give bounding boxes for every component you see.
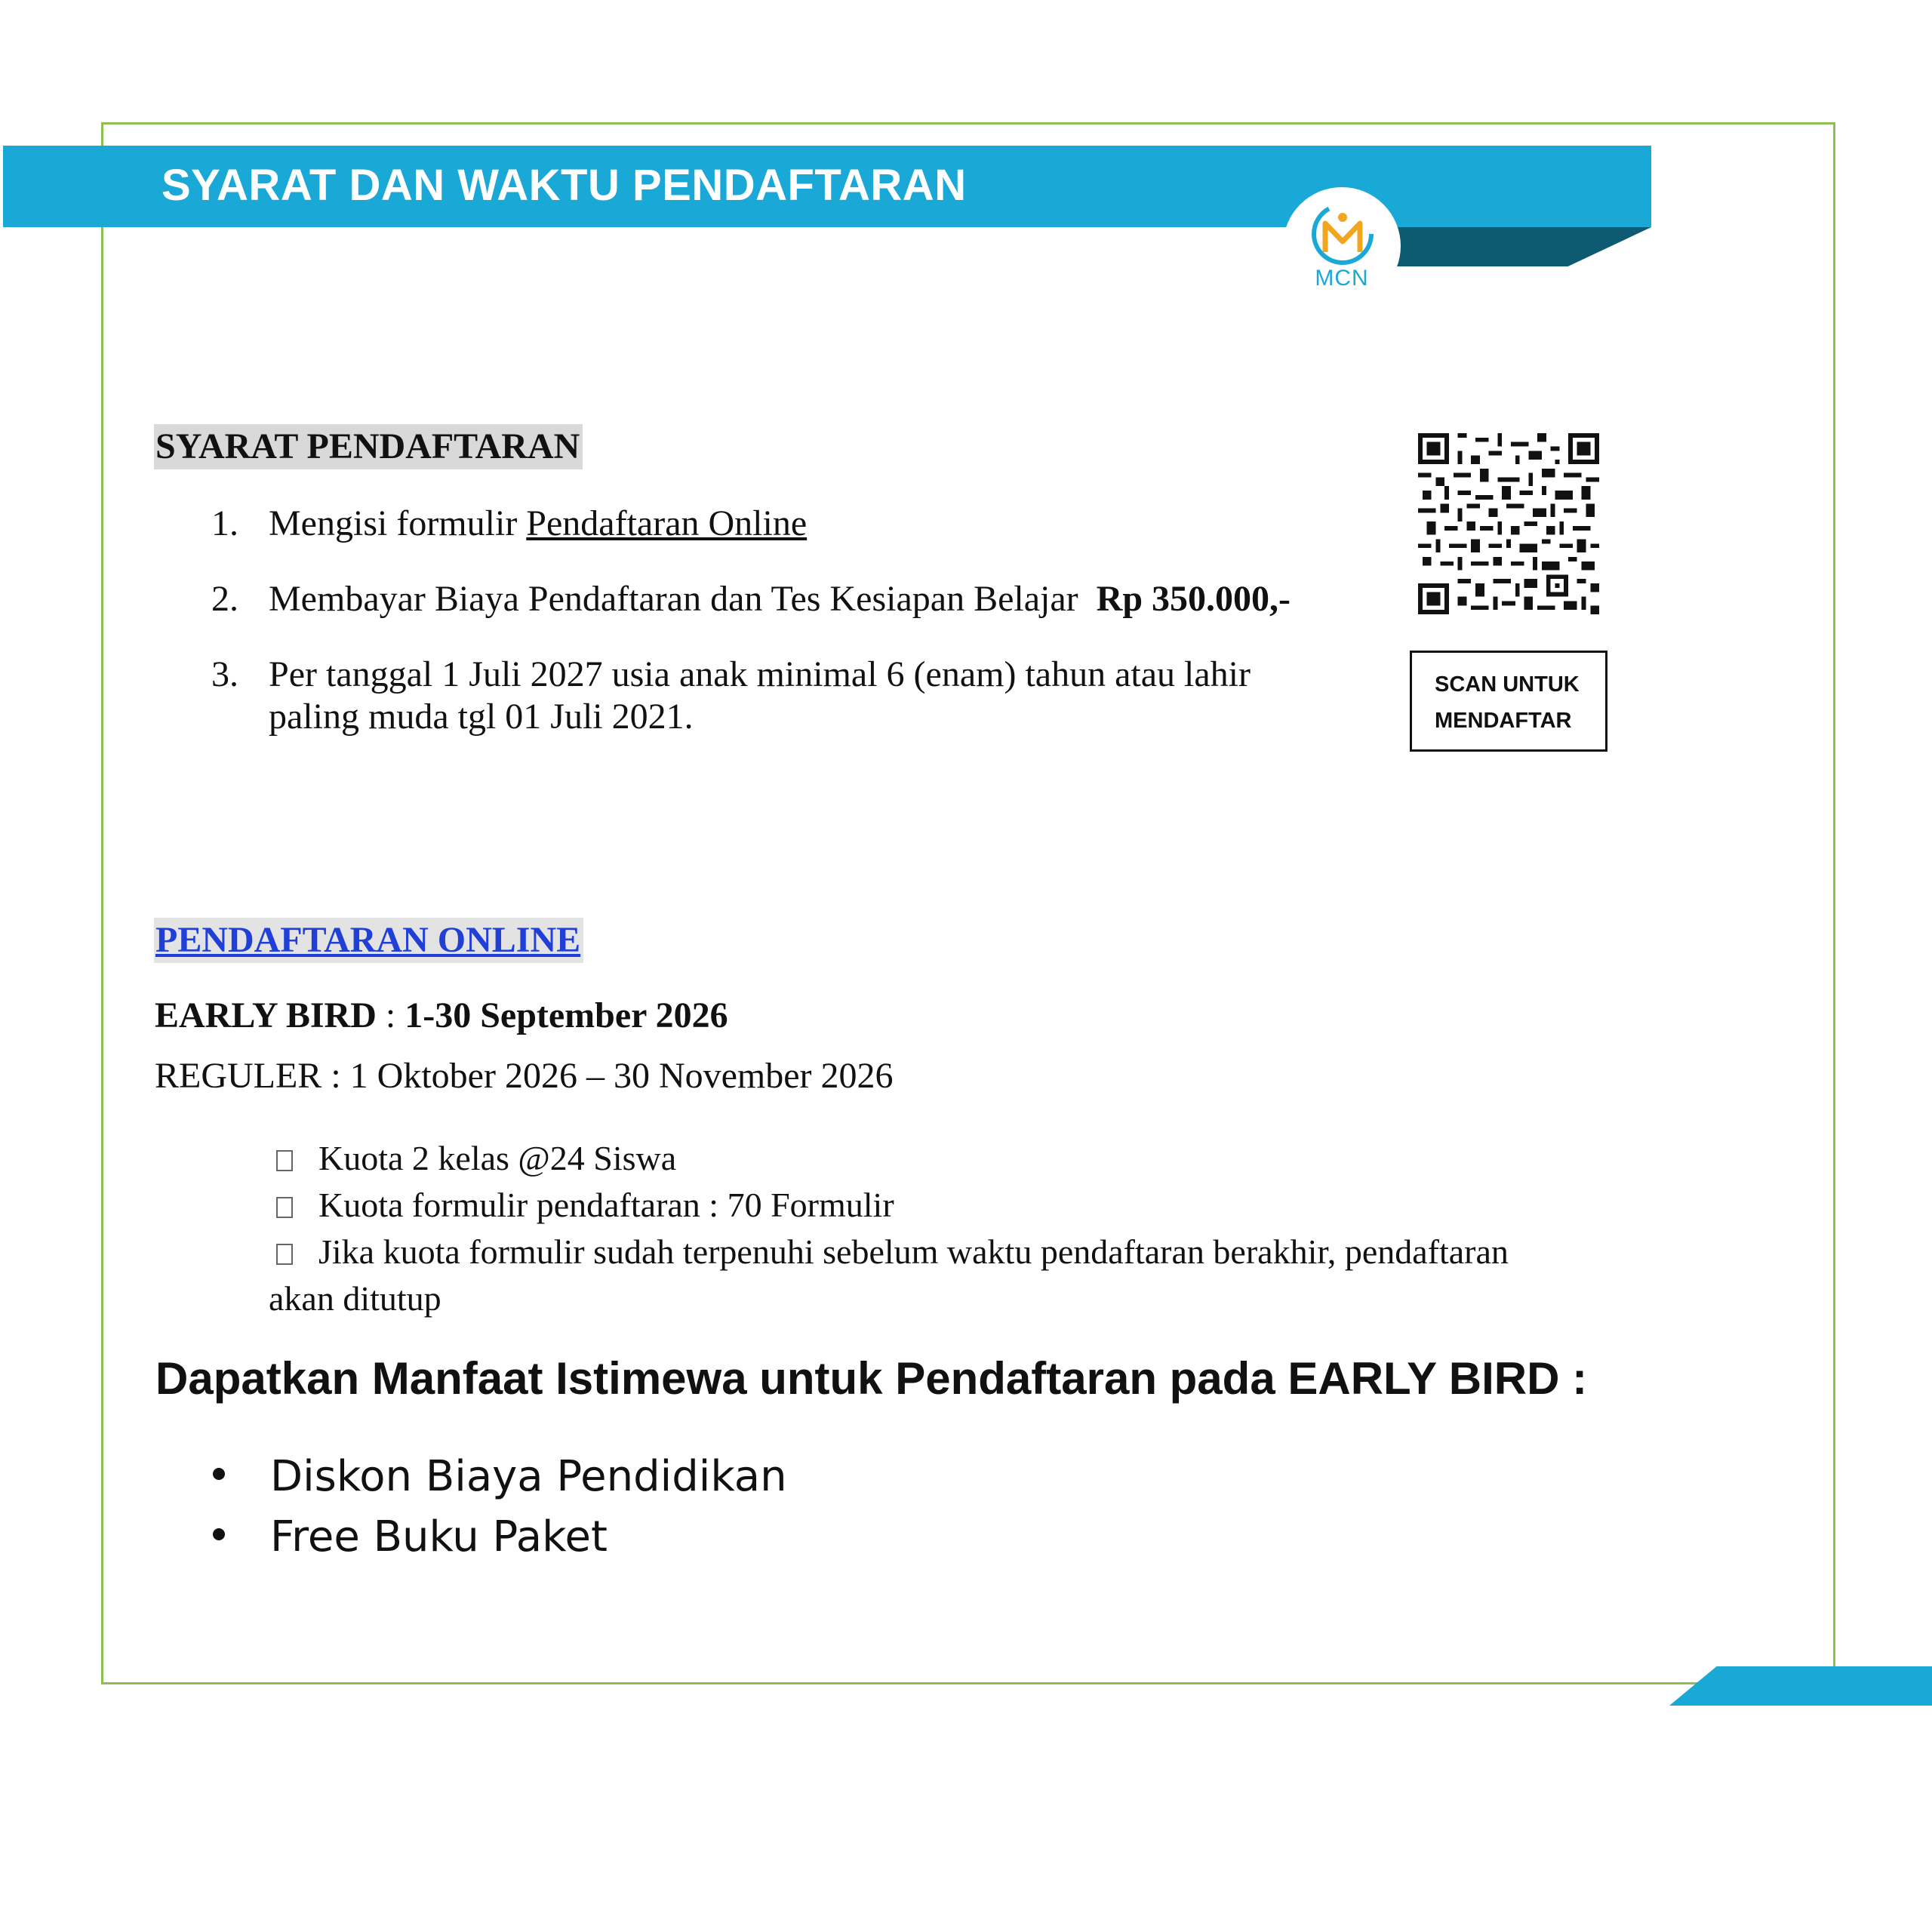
qr-code[interactable]	[1416, 433, 1601, 614]
checkbox-icon	[276, 1197, 293, 1218]
quota-item	[269, 1232, 1509, 1272]
requirement-item	[211, 654, 1251, 738]
benefit-item	[213, 1452, 787, 1501]
requirement-item	[211, 503, 807, 545]
benefit-item	[213, 1512, 608, 1561]
logo-text: MCN	[1315, 266, 1369, 291]
bullet-icon	[213, 1528, 225, 1540]
quota-item	[269, 1185, 894, 1225]
scan-label-line1: SCAN UNTUK	[1435, 672, 1580, 697]
scan-label-line2: MENDAFTAR	[1435, 709, 1572, 733]
online-form-link[interactable]: Pendaftaran Online	[526, 503, 808, 543]
item-text: Membayar Biaya Pendaftaran dan Tes Kesiapan Belajar	[269, 579, 1078, 619]
page-title: SYARAT DAN WAKTU PENDAFTARAN	[162, 161, 967, 210]
fee-amount: Rp 350.000,-	[1096, 579, 1291, 619]
item-number: 2.	[211, 579, 238, 619]
mcn-logo-icon	[1301, 198, 1384, 273]
early-bird-dates: 1-30 September 2026	[405, 995, 728, 1035]
benefits-heading: Dapatkan Manfaat Istimewa untuk Pendaftaran pada EARLY BIRD :	[155, 1353, 1588, 1404]
item-text-line1: Per tanggal 1 Juli 2027 usia anak minimal 6 (enam) tahun atau lahir	[269, 654, 1251, 694]
item-number: 1.	[211, 503, 238, 543]
checkbox-icon	[276, 1150, 293, 1171]
separator: :	[376, 995, 405, 1035]
regular-period: REGULER : 1 Oktober 2026 – 30 November 2026	[155, 1056, 894, 1096]
early-bird-period	[155, 995, 728, 1036]
quota-text: Kuota formulir pendaftaran : 70 Formulir	[318, 1186, 894, 1224]
requirement-item	[211, 578, 1291, 620]
bullet-icon	[213, 1468, 225, 1480]
early-bird-label: EARLY BIRD	[155, 995, 377, 1035]
online-registration-link[interactable]: PENDAFTARAN ONLINE	[154, 918, 583, 963]
quota-text: Jika kuota formulir sudah terpenuhi sebelum waktu pendaftaran berakhir, pendaftaran	[318, 1232, 1509, 1271]
scan-label-box	[1410, 651, 1607, 752]
benefit-text: Free Buku Paket	[270, 1512, 608, 1561]
item-text-line2: paling muda tgl 01 Juli 2021.	[269, 697, 694, 737]
page-frame	[101, 122, 1835, 1684]
quota-item	[269, 1138, 676, 1178]
item-text: Mengisi formulir	[269, 503, 527, 543]
quota-item-continued: akan ditutup	[269, 1279, 441, 1318]
quota-text: Kuota 2 kelas @24 Siswa	[318, 1139, 677, 1177]
checkbox-icon	[276, 1244, 293, 1265]
item-number: 3.	[211, 654, 238, 694]
requirements-heading: SYARAT PENDAFTARAN	[154, 424, 583, 469]
benefit-text: Diskon Biaya Pendidikan	[270, 1452, 787, 1501]
